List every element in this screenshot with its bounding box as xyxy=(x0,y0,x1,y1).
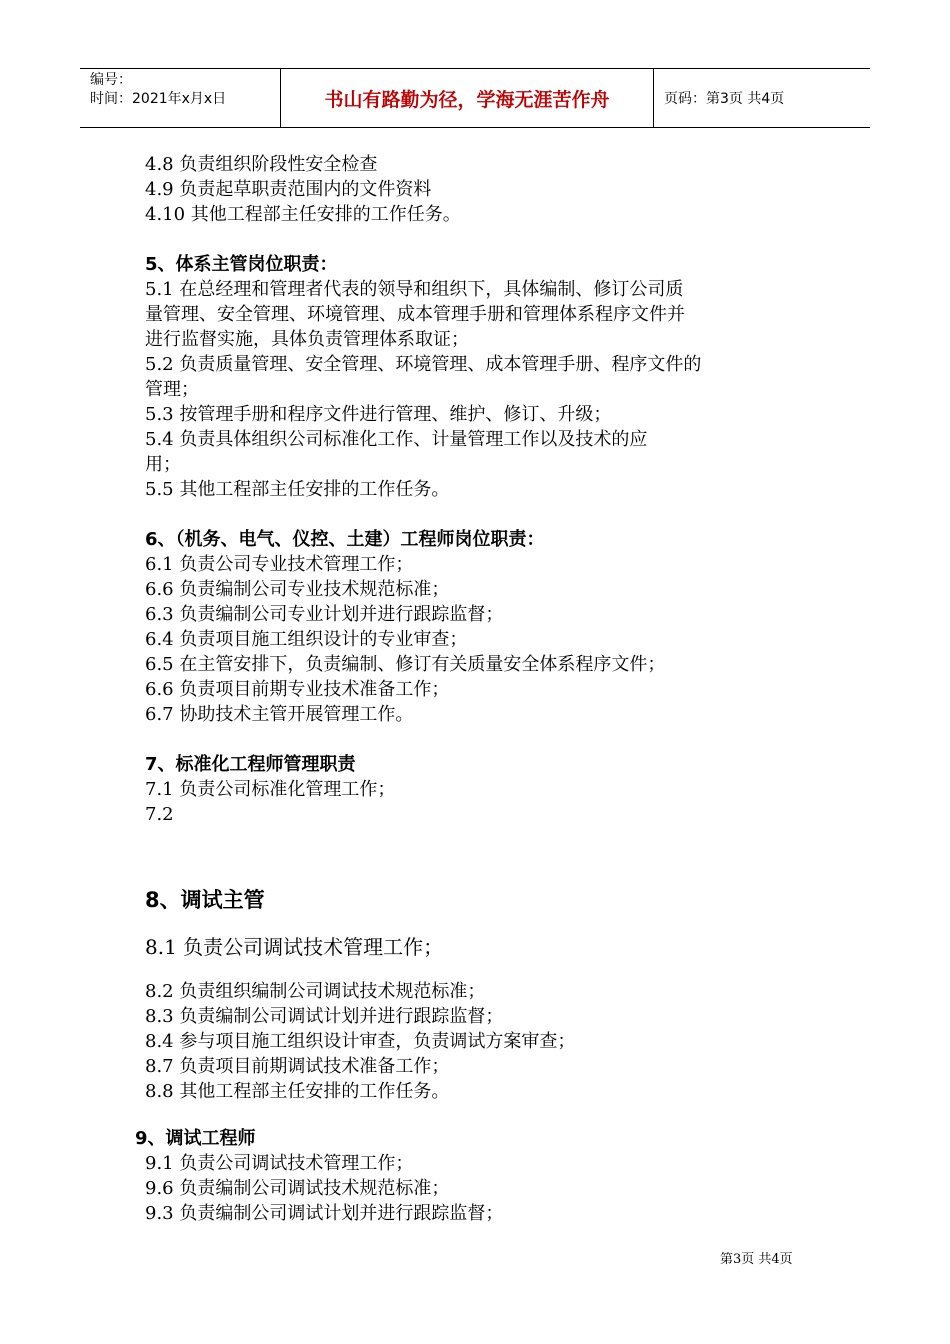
list-item: 4.8 负责组织阶段性安全检查 xyxy=(145,154,378,175)
list-item: 7.1 负责公司标准化管理工作； xyxy=(145,779,396,800)
list-item: 8.7 负责项目前期调试技术准备工作； xyxy=(145,1056,450,1077)
list-item: 管理； xyxy=(145,379,199,400)
header-motto: 书山有路勤为径，学海无涯苦作舟 xyxy=(281,69,654,127)
section-heading: 6、（机务、电气、仪控、土建）工程师岗位职责： xyxy=(145,529,545,550)
list-item: 6.3 负责编制公司专业计划并进行跟踪监督； xyxy=(145,604,504,625)
list-item: 8.1 负责公司调试技术管理工作； xyxy=(145,935,444,959)
section-4 xyxy=(145,152,825,227)
section-heading: 7、标准化工程师管理职责 xyxy=(145,754,356,775)
list-item: 5.2 负责质量管理、安全管理、环境管理、成本管理手册、程序文件的 xyxy=(145,354,702,375)
list-item: 9.3 负责编制公司调试计划并进行跟踪监督； xyxy=(145,1203,504,1224)
list-item: 5.4 负责具体组织公司标准化工作、计量管理工作以及技术的应 xyxy=(145,429,648,450)
section-7 xyxy=(145,752,825,827)
list-item: 4.10 其他工程部主任安排的工作任务。 xyxy=(145,204,461,225)
list-item: 进行监督实施，具体负责管理体系取证； xyxy=(145,329,469,350)
list-item: 6.1 负责公司专业技术管理工作； xyxy=(145,554,414,575)
section-heading: 5、体系主管岗位职责： xyxy=(145,254,338,275)
section-6 xyxy=(145,527,825,727)
section-8 xyxy=(145,885,825,1104)
list-item: 8.3 负责编制公司调试计划并进行跟踪监督； xyxy=(145,1006,504,1027)
list-item: 6.6 负责项目前期专业技术准备工作； xyxy=(145,679,450,700)
list-item: 9.6 负责编制公司调试技术规范标准； xyxy=(145,1178,450,1199)
list-item: 7.2 xyxy=(145,804,174,825)
list-item: 8.8 其他工程部主任安排的工作任务。 xyxy=(145,1081,450,1102)
number-label: 编号： xyxy=(90,72,132,88)
list-item: 6.6 负责编制公司专业技术规范标准； xyxy=(145,579,450,600)
page-footer: 第3页 共4页 xyxy=(720,1252,793,1267)
list-item: 用； xyxy=(145,454,181,475)
list-item: 5.3 按管理手册和程序文件进行管理、维护、修订、升级； xyxy=(145,404,612,425)
section-heading: 9、调试工程师 xyxy=(135,1128,256,1149)
time-label: 时间：2021年x月x日 xyxy=(90,91,227,107)
list-item: 6.7 协助技术主管开展管理工作。 xyxy=(145,704,414,725)
document-body xyxy=(135,152,825,1226)
list-item: 9.1 负责公司调试技术管理工作； xyxy=(145,1153,414,1174)
list-item: 6.5 在主管安排下，负责编制、修订有关质量安全体系程序文件； xyxy=(145,654,666,675)
list-item: 5.1 在总经理和管理者代表的领导和组织下，具体编制、修订公司质 xyxy=(145,279,684,300)
page-header xyxy=(80,68,870,128)
list-item: 4.9 负责起草职责范围内的文件资料 xyxy=(145,179,432,200)
list-item: 6.4 负责项目施工组织设计的专业审查； xyxy=(145,629,468,650)
section-9 xyxy=(135,1126,825,1226)
section-5 xyxy=(145,252,825,502)
header-meta xyxy=(80,69,281,127)
list-item: 8.4 参与项目施工组织设计审查，负责调试方案审查； xyxy=(145,1031,576,1052)
header-page-label: 页码：第3页 共4页 xyxy=(664,91,785,107)
list-item: 5.5 其他工程部主任安排的工作任务。 xyxy=(145,479,450,500)
section-heading: 8、调试主管 xyxy=(145,888,265,912)
list-item: 量管理、安全管理、环境管理、成本管理手册和管理体系程序文件并 xyxy=(145,304,685,325)
list-item: 8.2 负责组织编制公司调试技术规范标准； xyxy=(145,981,486,1002)
